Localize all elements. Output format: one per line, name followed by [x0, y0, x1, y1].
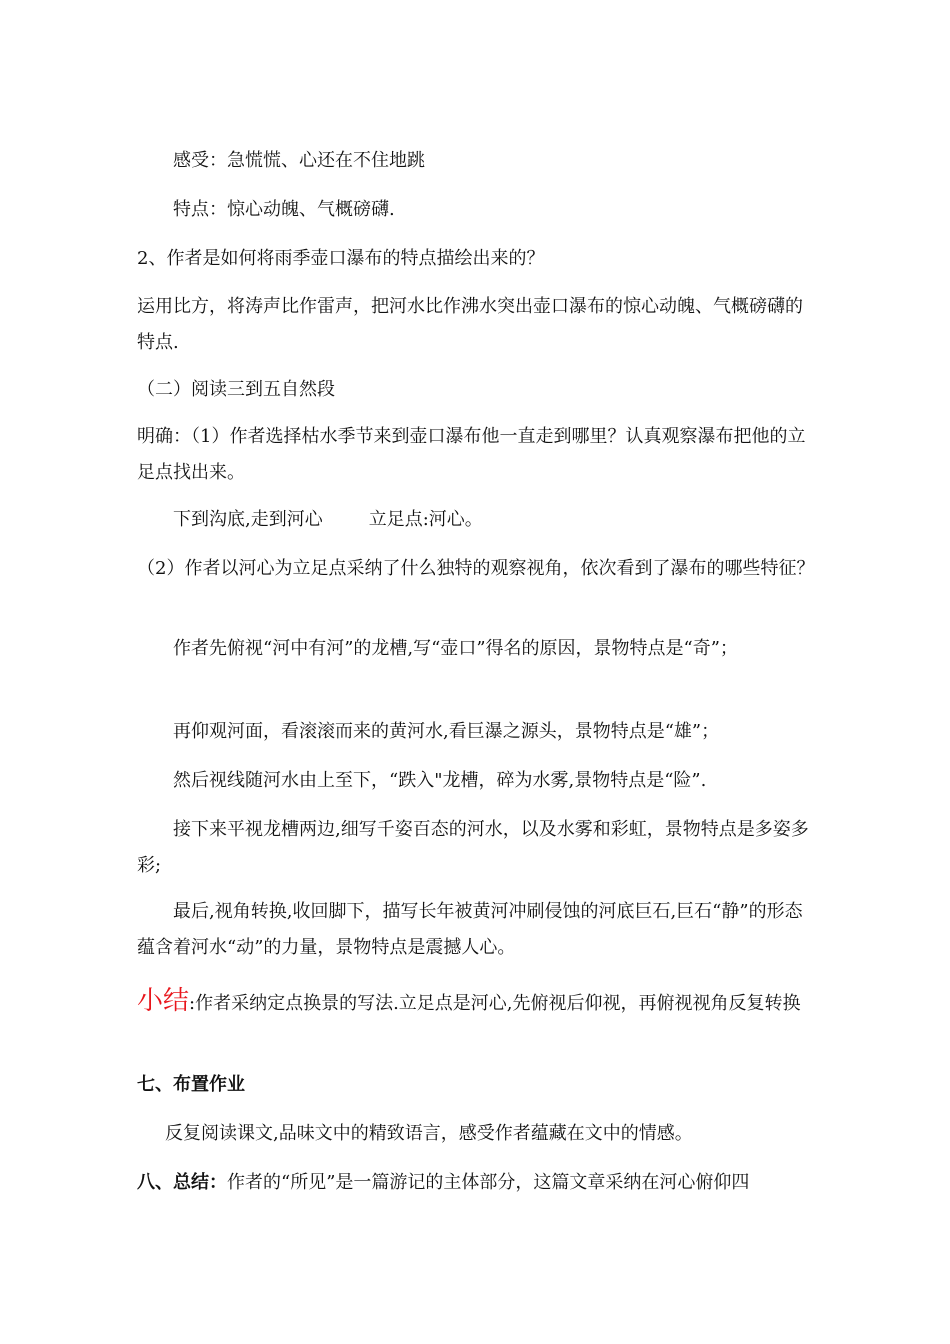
standpoint-line	[173, 508, 817, 532]
section-heading-2: （二）阅读三到五自然段	[137, 379, 335, 400]
conclusion-text: 作者的“所见”是一篇游记的主体部分，这篇文章采纳在河心俯仰四	[227, 1172, 750, 1193]
clarify-paragraph: 明确：（1）作者选择枯水季节来到壶口瀑布他一直走到哪里？认真观察瀑布把他的立足点找出来。	[137, 426, 806, 483]
paragraph-3: 然后视线随河水由上至下，“跌入"龙槽，碎为水雾,景物特点是“险”.	[173, 770, 707, 791]
homework-text: 反复阅读课文,品味文中的精致语言，感受作者蕴藏在文中的情感。	[165, 1123, 693, 1144]
standpoint-part-b: 立足点:河心。	[368, 509, 483, 530]
paragraph-1: 作者先俯视“河中有河”的龙槽,写“壶口”得名的原因，景物特点是“奇”；	[173, 638, 738, 659]
homework-heading: 七、布置作业	[137, 1074, 245, 1095]
paragraph-5: 最后,视角转换,收回脚下，描写长年被黄河冲刷侵蚀的河底巨石,巨石“静”的形态蕴含着河水“动”的力量，景物特点是震撼人心。	[137, 901, 803, 958]
paragraph-2: 再仰观河面，看滚滚而来的黄河水,看巨瀑之源头，景物特点是“雄”；	[173, 721, 720, 742]
summary-text: :作者采纳定点换景的写法.立足点是河心,先俯视后仰视，再俯视视角反复转换	[189, 993, 801, 1014]
paragraph-4: 接下来平视龙槽两边,细写千姿百态的河水，以及水雾和彩虹，景物特点是多姿多彩;	[137, 819, 809, 876]
conclusion-line	[137, 1171, 817, 1195]
standpoint-part-a: 下到沟底,走到河心	[173, 509, 323, 530]
question-2: 2、作者是如何将雨季壶口瀑布的特点描绘出来的？	[137, 248, 545, 269]
question-viewpoint: （2）作者以河心为立足点采纳了什么独特的观察视角，依次看到了瀑布的哪些特征？	[137, 558, 815, 579]
summary-paragraph	[137, 983, 817, 1022]
summary-label: 小结	[137, 986, 190, 1016]
feature-line: 特点：惊心动魄、气概磅礴.	[173, 199, 395, 220]
feel-line: 感受：急慌慌、心还在不住地跳	[173, 150, 425, 171]
conclusion-label: 八、总结：	[137, 1172, 227, 1193]
answer-2: 运用比方，将涛声比作雷声，把河水比作沸水突出壶口瀑布的惊心动魄、气概磅礴的特点.	[137, 296, 803, 353]
